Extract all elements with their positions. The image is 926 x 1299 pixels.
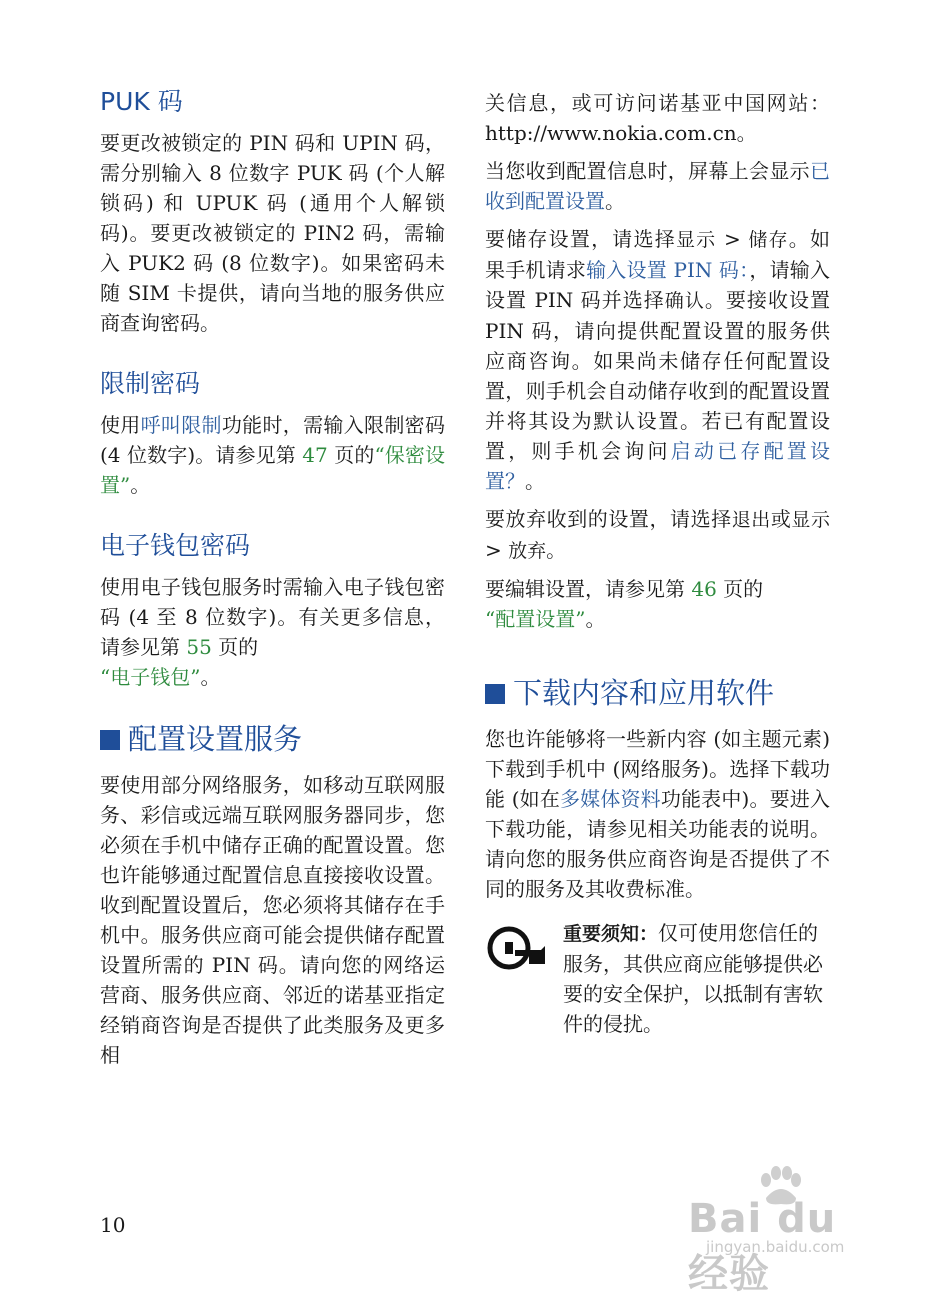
show-option-2[interactable]: 显示 <box>791 509 830 531</box>
wallet-text-3: 。 <box>200 665 221 689</box>
download-heading-text: 下载内容和应用软件 <box>513 676 775 710</box>
left-column <box>100 82 445 1078</box>
important-note-icon <box>485 924 549 972</box>
edit-page-ref[interactable]: 46 <box>691 577 717 601</box>
watermark-logo: Bai du 经验 <box>688 1196 837 1297</box>
wallet-text-1: 使用电子钱包服务时需输入电子钱包密码 (4 至 8 位数字)。有关更多信息，请参见第 <box>100 575 445 659</box>
edit-text-2: 页的 <box>716 577 764 601</box>
config-heading-text: 配置设置服务 <box>128 722 303 756</box>
save-text-4: 。要接收设置 PIN 码，请向提供配置设置的服务供应商咨询。如果尚未储存任何配置设置，则手机会自动储存收到的配置设置并将其设为默认设置。若已有配置设置，则手机会询问 <box>485 288 830 463</box>
confirm-option[interactable]: 确认 <box>664 290 705 312</box>
wallet-heading: 电子钱包密码 <box>100 531 251 560</box>
enter-pin-link[interactable]: 输入设置 PIN 码： <box>586 258 750 282</box>
discard-or: 或 <box>770 507 792 531</box>
show-option[interactable]: 显示 <box>675 229 717 251</box>
note-label: 重要须知： <box>563 923 659 945</box>
download-paragraph <box>485 724 830 904</box>
download-text-1: 您也许能够将一些新内容 (如主题元素) 下载到手机中 (网络服务)。选择下载功能 (如在 <box>485 727 830 811</box>
discard-text-2: 。 <box>546 538 567 562</box>
save-text-3: ，请输入设置 PIN 码并选择 <box>485 258 831 312</box>
restrict-heading: 限制密码 <box>100 369 201 398</box>
discard-sep: > <box>485 538 509 562</box>
discard-text-1: 要放弃收到的设置，请选择 <box>485 507 732 531</box>
receive-text-2: 。 <box>605 189 625 213</box>
restrict-text-2: 功能时，需输入限制密码 (4 位数字)。请参见第 <box>100 413 445 467</box>
save-sep: > <box>716 227 749 251</box>
restrict-text-3: 页的 <box>327 443 375 467</box>
right-column <box>485 88 830 1047</box>
edit-text-1: 要编辑设置，请参见第 <box>485 577 692 601</box>
receive-paragraph <box>485 156 830 216</box>
edit-paragraph <box>485 574 830 634</box>
download-text-2: 功能表中)。要进入下载功能，请参见相关功能表的说明。请向您的服务供应商咨询是否提供了不同的服务及其收费标准。 <box>485 787 830 901</box>
puk-heading: PUK 码 <box>100 87 183 116</box>
restrict-paragraph <box>100 410 445 500</box>
exit-option[interactable]: 退出 <box>731 509 771 531</box>
edit-text-3: 。 <box>585 607 606 631</box>
wallet-paragraph <box>100 572 445 692</box>
note-paragraph <box>563 918 830 1039</box>
baidu-watermark <box>688 1166 868 1297</box>
store-option[interactable]: 储存 <box>748 229 789 251</box>
section-square-icon <box>485 684 505 704</box>
activate-config-link[interactable]: 启动已存配置设置？ <box>485 439 831 493</box>
note-text: 仅可使用您信任的服务，其供应商应能够提供必要的安全保护，以抵制有害软件的侵扰。 <box>563 921 823 1036</box>
restrict-text-4: 。 <box>130 473 151 497</box>
watermark-url: jingyan.baidu.com <box>706 1238 845 1256</box>
config-settings-ref[interactable]: “配置设置” <box>485 607 586 631</box>
call-barring-link[interactable]: 呼叫限制 <box>140 413 222 437</box>
wallet-text-2: 页的 <box>211 635 259 659</box>
restrict-page-ref[interactable]: 47 <box>302 443 328 467</box>
security-settings-ref[interactable]: “保密设置” <box>100 443 445 497</box>
download-heading <box>485 672 830 714</box>
save-paragraph <box>485 224 830 496</box>
save-text-2: 。如果手机请求 <box>485 227 830 282</box>
discard-paragraph <box>485 504 830 566</box>
continued-paragraph: 关信息，或可访问诺基亚中国网站：http://www.nokia.com.cn。 <box>485 91 830 145</box>
wallet-ref[interactable]: “电子钱包” <box>100 665 201 689</box>
save-text-1: 要储存设置，请选择 <box>485 227 676 251</box>
received-config-link[interactable]: 已收到配置设置 <box>485 159 830 213</box>
config-heading <box>100 718 445 760</box>
config-paragraph: 要使用部分网络服务，如移动互联网服务、彩信或远端互联网服务器同步，您必须在手机中储存正确的配置设置。您也许能够通过配置信息直接接收设置。收到配置设置后，您必须将其储存在手机中。服务供应商可能会提供储存配置设置所需的 PIN 码。请向您的网络运营商、服务供应商、邻近的诺基亚指定经销商咨询是否提供了此类服务及更多相 <box>100 773 445 1067</box>
restrict-text-1: 使用 <box>100 413 141 437</box>
receive-text-1: 当您收到配置信息时，屏幕上会显示 <box>485 159 810 183</box>
section-square-icon <box>100 730 120 750</box>
puk-paragraph: 要更改被锁定的 PIN 码和 UPIN 码，需分别输入 8 位数字 PUK 码 (个人解锁码) 和 UPUK 码 (通用个人解锁码)。要更改被锁定的 PIN2 码，需输入 PUK2 码 (8 位数字)。如果密码未随 SIM 卡提供，请向当地的服务供应商查询密码。 <box>100 131 445 335</box>
save-text-5: 。 <box>525 469 545 493</box>
wallet-page-ref[interactable]: 55 <box>186 635 212 659</box>
discard-option[interactable]: 放弃 <box>508 540 547 562</box>
important-note <box>485 918 830 1039</box>
gallery-link[interactable]: 多媒体资料 <box>560 787 661 811</box>
page-number: 10 <box>100 1213 126 1237</box>
